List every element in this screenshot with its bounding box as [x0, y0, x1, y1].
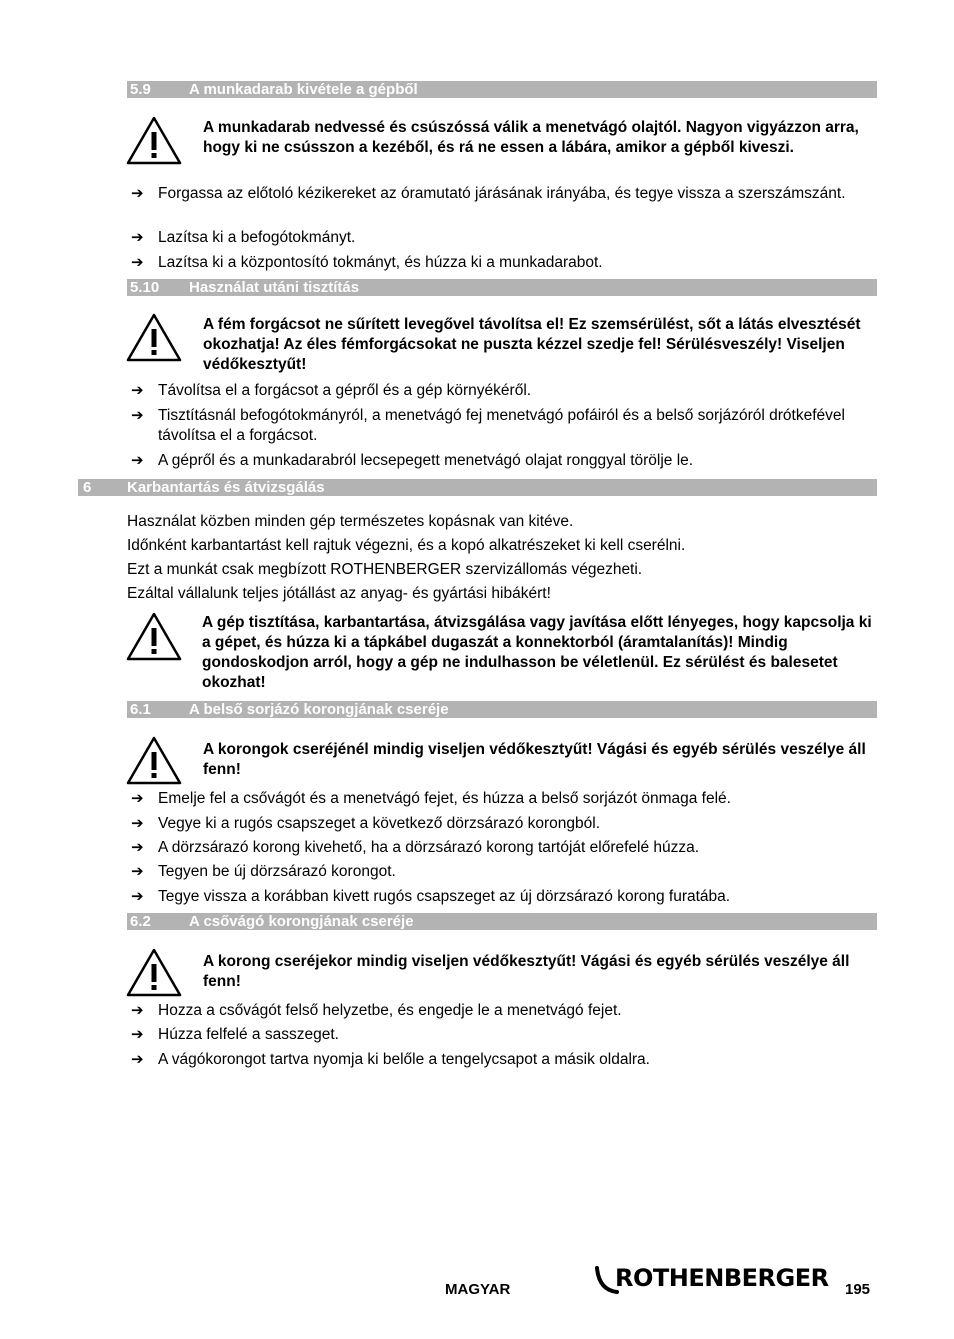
step-text: Hozza a csővágót felső helyzetbe, és engedje le a menetvágó fejet.: [158, 1002, 622, 1019]
list-item: [131, 789, 871, 809]
warning-text: A korong cseréjekor mindig viseljen védőkesztyűt! Vágási és egyéb sérülés veszélye áll fenn!: [203, 953, 850, 990]
section-header-6-2: [127, 913, 877, 930]
paragraph: Időnként karbantartást kell rajtuk végezni, és a kopó alkatrészeket ki kell cserélni.: [127, 537, 686, 554]
list-item: [131, 451, 871, 471]
warning-triangle-icon: [126, 612, 182, 662]
arrow-icon: ➔: [131, 1051, 144, 1068]
step-text: Tegyen be új dörzsárazó korongot.: [158, 863, 396, 880]
warning-triangle-icon: [126, 116, 182, 166]
section-title: Karbantartás és átvizsgálás: [127, 479, 325, 496]
step-text: A vágókorongot tartva nyomja ki belőle a tengelycsapot a másik oldalra.: [158, 1051, 650, 1068]
section-title: A csővágó korongjának cseréje: [189, 913, 414, 930]
list-item: [131, 1050, 871, 1070]
arrow-icon: ➔: [131, 863, 144, 880]
list-item: [131, 887, 871, 907]
list-item: [131, 838, 871, 858]
list-item: [131, 862, 871, 882]
step-text: A gépről és a munkadarabról lecsepegett menetvágó olajat ronggyal törölje le.: [158, 452, 694, 469]
arrow-icon: ➔: [131, 382, 144, 399]
arrow-icon: ➔: [131, 790, 144, 807]
section-header-5-10: [127, 279, 877, 296]
warning-text: A fém forgácsot ne sűrített levegővel távolítsa el! Ez szemsérülést, sőt a látás elvesztését okozhatja! Az éles fémforgácsokat ne puszta kézzel szedje fel! Sérülésveszély! Viseljen védőkesztyűt!: [203, 316, 861, 373]
section-header-6-1: [127, 701, 877, 718]
list-item: [131, 228, 871, 248]
paragraph: Ezáltal vállalunk teljes jótállást az anyag- és gyártási hibákért!: [127, 585, 551, 602]
step-text: Lazítsa ki a központosító tokmányt, és húzza ki a munkadarabot.: [158, 254, 603, 271]
section-header-6: [78, 479, 877, 496]
warning-text: A korongok cseréjénél mindig viseljen védőkesztyűt! Vágási és egyéb sérülés veszélye áll fenn!: [203, 741, 866, 778]
section-number: 5.10: [130, 279, 160, 296]
arrow-icon: ➔: [131, 1002, 144, 1019]
section-number: 6.1: [130, 701, 151, 718]
section-header-5-9: [127, 81, 877, 98]
arrow-icon: ➔: [131, 1026, 144, 1043]
warning-triangle-icon: [126, 313, 182, 363]
brand-name: ROTHENBERGER: [615, 1264, 829, 1292]
arrow-icon: ➔: [131, 185, 144, 202]
section-number: 5.9: [130, 81, 151, 98]
paragraph: Használat közben minden gép természetes kopásnak van kitéve.: [127, 513, 574, 530]
step-text: Vegye ki a rugós csapszeget a következő dörzsárazó korongból.: [158, 815, 601, 832]
step-text: A dörzsárazó korong kivehető, ha a dörzsárazó korong tartóját előrefelé húzza.: [158, 839, 700, 856]
step-text: Lazítsa ki a befogótokmányt.: [158, 229, 356, 246]
list-item: [131, 814, 871, 834]
arrow-icon: ➔: [131, 815, 144, 832]
arrow-icon: ➔: [131, 839, 144, 856]
footer-language: MAGYAR: [445, 1281, 511, 1298]
section-title: A belső sorjázó korongjának cseréje: [189, 701, 449, 718]
list-item: [131, 381, 871, 401]
section-title: Használat utáni tisztítás: [189, 279, 360, 296]
section-number: 6: [83, 479, 92, 496]
step-text: Távolítsa el a forgácsot a gépről és a gép környékéről.: [158, 382, 532, 399]
step-text: Emelje fel a csővágót és a menetvágó fejet, és húzza a belső sorjázót önmaga felé.: [158, 790, 731, 807]
list-item: [131, 1025, 871, 1045]
warning-text: A munkadarab nedvessé és csúszóssá válik a menetvágó olajtól. Nagyon vigyázzon arra, hogy ki ne csússzon a kezéből, és rá ne essen a lábára, amikor a gépből kiveszi.: [203, 119, 859, 156]
arrow-icon: ➔: [131, 254, 144, 271]
list-item: [131, 1001, 871, 1021]
paragraph: Ezt a munkát csak megbízott ROTHENBERGER szervizállomás végezheti.: [127, 561, 643, 578]
list-item: [131, 184, 871, 224]
section-title: A munkadarab kivétele a gépből: [189, 81, 418, 98]
list-item: [131, 406, 871, 446]
arrow-icon: ➔: [131, 452, 144, 469]
warning-triangle-icon: [126, 948, 182, 998]
section-number: 6.2: [130, 913, 151, 930]
step-text: Forgassa az előtoló kézikereket az óramutató járásának irányába, és tegye vissza a szerszámszánt.: [158, 185, 846, 202]
page-number: 195: [845, 1281, 871, 1298]
step-text: Tegye vissza a korábban kivett rugós csapszeget az új dörzsárazó korong furatába.: [158, 888, 731, 905]
arrow-icon: ➔: [131, 229, 144, 246]
warning-text: A gép tisztítása, karbantartása, átvizsgálása vagy javítása előtt lényeges, hogy kapcsolja ki a gépet, és húzza ki a tápkábel dugaszát a konnektorból (áramtalanítás)! Mindig gondoskodjon arról, hogy a gép ne indulhasson be véletlenül. Ez sérülést és balesetet okozhat!: [202, 614, 872, 691]
step-text: Húzza felfelé a sasszeget.: [158, 1026, 339, 1043]
brand-logo: [593, 1262, 829, 1298]
arrow-icon: ➔: [131, 888, 144, 905]
step-text: Tisztításnál befogótokmányról, a menetvágó fej menetvágó pofáiról és a belső sorjázóról drótkefével távolítsa el a forgácsot.: [158, 407, 845, 444]
arrow-icon: ➔: [131, 407, 144, 424]
warning-triangle-icon: [126, 736, 182, 786]
list-item: [131, 253, 871, 273]
